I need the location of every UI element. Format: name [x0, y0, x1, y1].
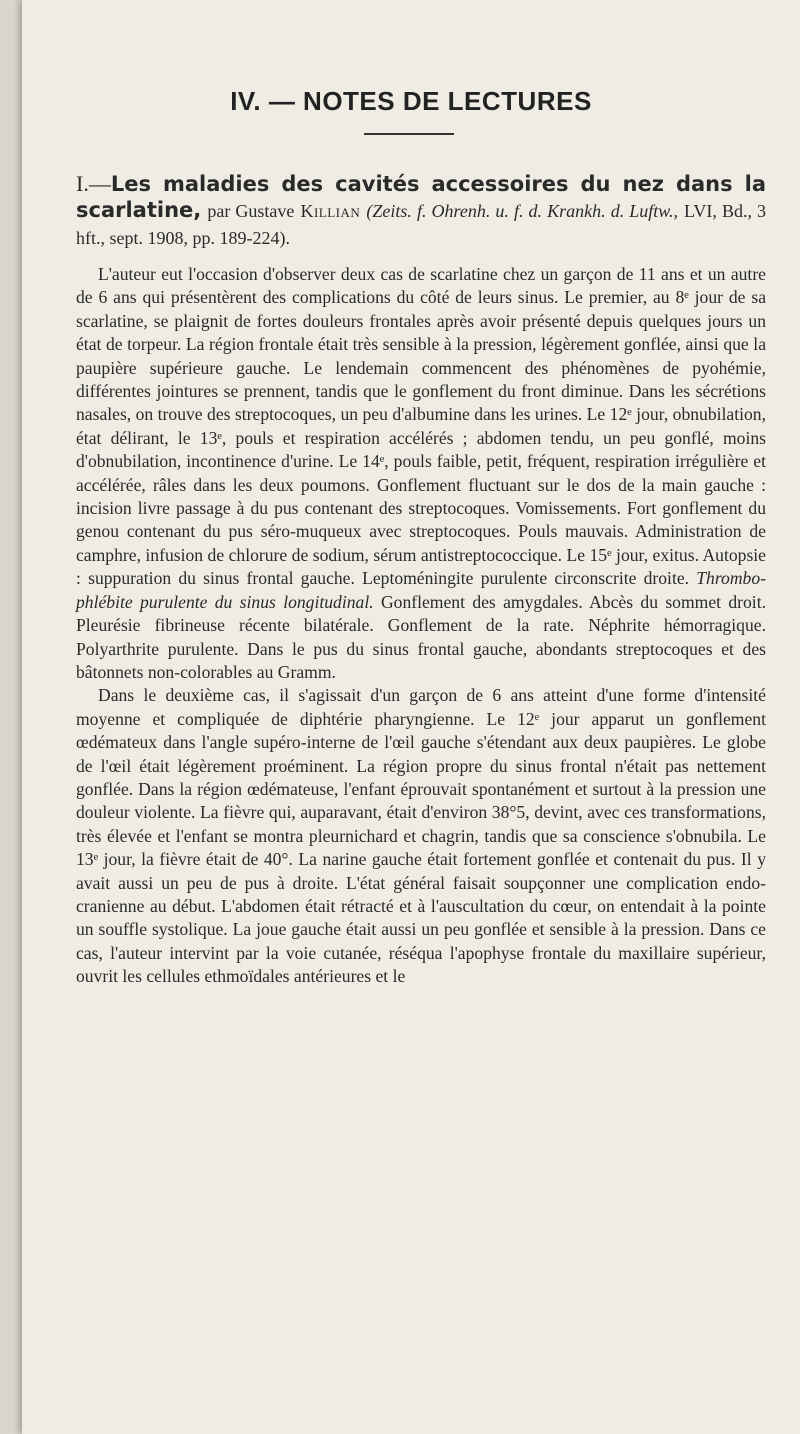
paragraph-1-text-a: L'auteur eut l'occasion d'observer deux cas de scarlatine chez un garçon de 11 ans et un autre de 6 ans qui présentèrent des complications du côté de leurs sinus. Le premier, au 8ᵉ jour de sa scarlatine, se plaignit de fortes douleurs frontales après avoir présenté depuis quelques jours un état de torpeur. La région frontale était très sensible à la pression, légèrement gonflée, ainsi que la paupière supérieure gauche. Le lendemain commencent des phénomènes de pyohémie, différentes jointures se prennent, tandis que le gonflement du front diminue. Dans les sécrétions nasales, on trouve des streptocoques, un peu d'albumine dans les urines. Le 12ᵉ jour, obnubilation, état délirant, le 13ᵉ, pouls et respiration accélérés ; abdomen tendu, un peu gonflé, moins d'obnubilation, incontinence d'urine. Le 14ᵉ, pouls faible, petit, fréquent, respiration irrégulière et accélérée, râles dans les deux poumons. Gonflement fluctuant sur le dos de la main gauche : incision livre passage à du pus contenant des streptocoques. Vomissements. Fort gonflement du genou contenant du pus séro-muqueux avec streptocoques. Pouls mauvais. Administration de camphre, infusion de chlorure de sodium, sérum antistreptococcique. Le 15ᵉ jour, exitus. Autopsie : suppuration du sinus frontal gauche. Leptoméningite purulente circonscrite droite. [76, 264, 766, 589]
article-details: LVI, Bd., 3 hft., sept. 1908, pp. 189-224). [76, 201, 767, 248]
paragraph-2: Dans le deuxième cas, il s'agissait d'un garçon de 6 ans atteint d'une forme d'intensité moyenne et compliquée de diphtérie pharyngienne. Le 12ᵉ jour apparut un gonflement œdémateux dans l'angle supéro-interne de l'œil gauche s'étendant aux deux paupières. Le globe de l'œil était légèrement proéminent. La région propre du sinus frontal n'était pas nettement gonflée. Dans la région œdémateuse, l'enfant éprouvait spontanément et surtout à la pression une douleur violente. La fièvre qui, auparavant, était d'environ 38°5, devint, avec ces transformations, très élevée et l'enfant se montra pleurnichard et chagrin, tandis que sa conscience s'obnubila. Le 13ᵉ jour, la fièvre était de 40°. La narine gauche était fortement gonflée et contenait du pus. Il y avait aussi un peu de pus à droite. L'état général faisait soupçonner une complication endo-cranienne au début. L'abdomen était rétracté et à l'auscultation du cœur, on entendait à la pointe un souffle systolique. La joue gauche était aussi un peu gonflée et sensible à la pression. Dans ce cas, l'auteur intervint par la voie cutanée, réséqua l'apophyse frontale du maxillaire supérieur, ouvrit les cellules ethmoïdales antérieures et le [76, 685, 766, 987]
article-journal: (Zeits. f. Ohrenh. u. f. d. Krankh. d. Luftw., [366, 201, 678, 221]
paragraph-1-text-b: Gonflement des amygdales. Abcès du sommet droit. Pleurésie fibrineuse récente bilatérale. Gonflement de la rate. Néphrite hémorragique. Polyarthrite purulente. Dans le pus du sinus frontal gauche, abondants streptocoques et des bâtonnets non-colorables au Gramm. [76, 591, 766, 682]
paragraph-1 [76, 263, 766, 684]
article-title [76, 171, 766, 251]
article-title-text: Les maladies des cavités accessoires du nez dans la scarlatine, [76, 172, 766, 222]
heading-rule [364, 133, 454, 135]
article [76, 171, 766, 989]
section-heading: IV. — NOTES DE LECTURES [230, 86, 592, 116]
document-page [22, 0, 800, 1434]
paragraph-1-italic: Thrombo-phlébite purulente du sinus longitudinal. [76, 568, 766, 612]
article-number: I.— [76, 171, 111, 196]
article-by: par Gustave [207, 201, 295, 221]
article-author: Killian [300, 201, 361, 221]
